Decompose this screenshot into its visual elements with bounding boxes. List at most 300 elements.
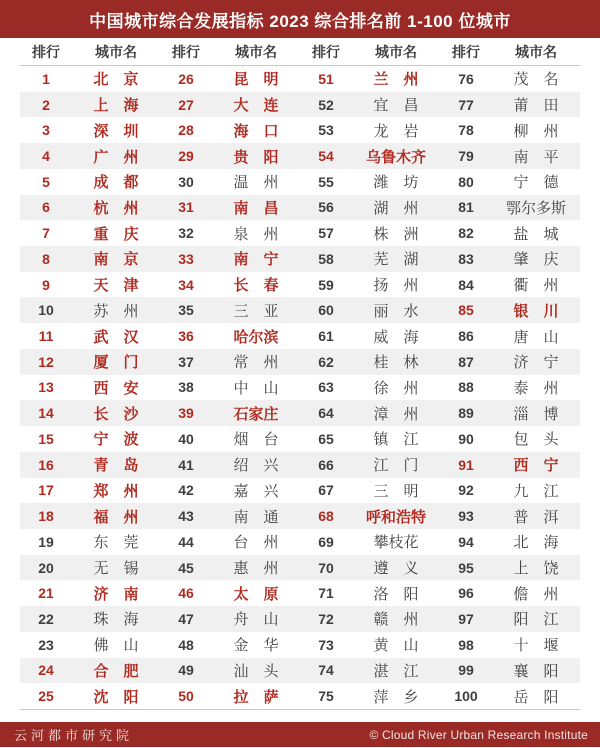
table-cell-group [160, 248, 300, 269]
city-name: 北 京 [93, 71, 139, 89]
table-cell-group [300, 248, 440, 269]
table-cell-group [20, 326, 160, 347]
table-cell-group [300, 197, 440, 218]
rank-value: 75 [318, 688, 334, 705]
city-name: 宁 德 [513, 174, 559, 192]
city-name: 徐 州 [373, 379, 419, 397]
table-cell-group [20, 506, 160, 527]
city-name: 北 海 [513, 534, 559, 552]
rank-value: 27 [178, 96, 194, 113]
table-cell-group [300, 686, 440, 707]
table-cell-group [440, 326, 580, 347]
city-name: 重 庆 [93, 225, 139, 243]
city-name: 太 原 [233, 585, 279, 603]
table-cell-group [440, 634, 580, 655]
rank-value: 33 [178, 250, 194, 267]
rank-value: 64 [318, 405, 334, 422]
table-row [20, 426, 580, 452]
table-cell-group [20, 660, 160, 681]
rank-value: 19 [38, 533, 54, 550]
rank-value: 56 [318, 199, 334, 216]
rank-value: 28 [178, 122, 194, 139]
table-cell-group [160, 146, 300, 167]
table-cell-group [440, 351, 580, 372]
rank-value: 70 [318, 559, 334, 576]
title-bar [0, 0, 600, 38]
table-cell-group [300, 94, 440, 115]
table-cell-group [440, 454, 580, 475]
city-name: 茂 名 [513, 71, 559, 89]
city-name: 龙 岩 [373, 122, 419, 140]
rank-value: 71 [318, 585, 334, 602]
table-row [20, 143, 580, 169]
table-cell-group [160, 480, 300, 501]
rank-value: 39 [178, 405, 194, 422]
header-city-label: 城市名 [375, 43, 417, 60]
city-name: 珠 海 [93, 611, 139, 629]
rank-value: 13 [38, 379, 54, 396]
table-row [20, 169, 580, 195]
footer-bar [0, 722, 600, 747]
table-cell-group [300, 351, 440, 372]
rank-value: 80 [458, 173, 474, 190]
city-name: 汕 头 [233, 662, 279, 680]
table-cell-group [300, 377, 440, 398]
table-cell-group [20, 608, 160, 629]
rank-value: 11 [38, 328, 54, 345]
rank-value: 36 [178, 328, 194, 345]
city-name: 丽 水 [373, 302, 419, 320]
rank-value: 98 [458, 636, 474, 653]
table-row [20, 606, 580, 632]
rank-value: 8 [42, 250, 50, 267]
rank-value: 16 [38, 456, 54, 473]
header-city-label: 城市名 [515, 43, 557, 60]
city-name: 扬 州 [373, 277, 419, 295]
city-name: 贵 阳 [233, 148, 279, 166]
rank-value: 81 [458, 199, 474, 216]
city-name: 衢 州 [513, 277, 559, 295]
rank-value: 2 [42, 96, 50, 113]
city-name: 株 洲 [373, 225, 419, 243]
table-cell-group [20, 634, 160, 655]
table-cell-group [300, 120, 440, 141]
table-cell-group [300, 68, 440, 89]
rank-value: 65 [318, 430, 334, 447]
rank-value: 20 [38, 559, 54, 576]
table-row [20, 375, 580, 401]
table-cell-group [20, 583, 160, 604]
rank-value: 92 [458, 482, 474, 499]
city-name: 济 南 [93, 585, 139, 603]
rank-value: 42 [178, 482, 194, 499]
table-cell-group [20, 274, 160, 295]
city-name: 乌鲁木齐 [365, 148, 426, 166]
rank-value: 31 [178, 199, 194, 216]
table-cell-group [160, 274, 300, 295]
table-cell-group [300, 634, 440, 655]
rank-value: 76 [458, 70, 474, 87]
rank-value: 5 [42, 173, 50, 190]
city-name: 烟 台 [233, 431, 279, 449]
rank-value: 47 [178, 610, 194, 627]
city-name: 长 沙 [93, 405, 139, 423]
rank-value: 17 [38, 482, 54, 499]
city-name: 黄 山 [373, 637, 419, 655]
rank-value: 63 [318, 379, 334, 396]
city-name: 呼和浩特 [365, 508, 426, 526]
table-cell-group [440, 506, 580, 527]
table-cell-group [160, 403, 300, 424]
table-cell-group [20, 94, 160, 115]
city-name: 拉 萨 [233, 688, 279, 706]
table-cell-group [20, 480, 160, 501]
city-name: 深 圳 [93, 122, 139, 140]
city-name: 萍 乡 [373, 688, 419, 706]
rank-value: 7 [42, 225, 50, 242]
city-name: 肇 庆 [513, 251, 559, 269]
city-name: 成 都 [93, 174, 139, 192]
table-cell-group [20, 171, 160, 192]
city-name: 哈尔滨 [233, 328, 279, 346]
rank-value: 58 [318, 250, 334, 267]
table-row [20, 297, 580, 323]
rank-value: 78 [458, 122, 474, 139]
rank-value: 54 [318, 148, 334, 165]
rank-value: 26 [178, 70, 194, 87]
rank-value: 86 [458, 328, 474, 345]
city-name: 沈 阳 [93, 688, 139, 706]
table-cell-group [20, 403, 160, 424]
city-name: 海 口 [233, 122, 279, 140]
table-cell-group [300, 326, 440, 347]
rank-value: 32 [178, 225, 194, 242]
city-name: 淄 博 [513, 405, 559, 423]
table-header-row [20, 38, 580, 66]
city-name: 南 宁 [233, 251, 279, 269]
table-cell-group [160, 686, 300, 707]
city-name: 嘉 兴 [233, 482, 279, 500]
table-cell-group [20, 300, 160, 321]
city-name: 鄂尔多斯 [505, 199, 566, 217]
rank-value: 46 [178, 585, 194, 602]
table-body [20, 66, 580, 710]
city-name: 湖 州 [373, 199, 419, 217]
city-name: 郑 州 [93, 482, 139, 500]
table-cell-group [160, 68, 300, 89]
city-name: 佛 山 [93, 637, 139, 655]
table-row [20, 323, 580, 349]
city-name: 十 堰 [513, 637, 559, 655]
table-cell-group [20, 223, 160, 244]
table-row [20, 66, 580, 92]
table-cell-group [440, 480, 580, 501]
rank-value: 82 [458, 225, 474, 242]
table-cell-group [20, 454, 160, 475]
table-cell-group [440, 274, 580, 295]
table-cell-group [160, 223, 300, 244]
city-name: 遵 义 [373, 560, 419, 578]
table-cell-group [440, 248, 580, 269]
rank-value: 40 [178, 430, 194, 447]
city-name: 大 连 [233, 97, 279, 115]
rank-value: 87 [458, 353, 474, 370]
table-cell-group [20, 351, 160, 372]
rank-value: 95 [458, 559, 474, 576]
city-name: 宜 昌 [373, 97, 419, 115]
table-cell-group [440, 197, 580, 218]
header-column-group [20, 42, 160, 62]
table-cell-group [160, 171, 300, 192]
rank-value: 6 [42, 199, 50, 216]
rank-value: 9 [42, 276, 50, 293]
city-name: 湛 江 [373, 662, 419, 680]
table-cell-group [440, 120, 580, 141]
table-cell-group [160, 531, 300, 552]
rank-value: 55 [318, 173, 334, 190]
rank-value: 23 [38, 636, 54, 653]
rank-value: 14 [38, 405, 54, 422]
city-name: 盐 城 [513, 225, 559, 243]
city-name: 绍 兴 [233, 457, 279, 475]
table-cell-group [440, 300, 580, 321]
table-cell-group [440, 68, 580, 89]
table-cell-group [300, 171, 440, 192]
table-cell-group [300, 480, 440, 501]
city-name: 厦 门 [93, 354, 139, 372]
table-cell-group [300, 274, 440, 295]
table-cell-group [20, 197, 160, 218]
city-name: 儋 州 [513, 585, 559, 603]
city-name: 石家庄 [233, 405, 279, 423]
city-name: 桂 林 [373, 354, 419, 372]
rank-value: 74 [318, 662, 334, 679]
table-cell-group [160, 377, 300, 398]
table-row [20, 555, 580, 581]
rank-value: 10 [38, 302, 54, 319]
rank-value: 85 [458, 302, 474, 319]
city-name: 西 宁 [513, 457, 559, 475]
table-cell-group [440, 686, 580, 707]
rank-value: 3 [42, 122, 50, 139]
table-cell-group [160, 428, 300, 449]
table-cell-group [20, 68, 160, 89]
city-name: 西 安 [93, 379, 139, 397]
rank-value: 30 [178, 173, 194, 190]
city-name: 杭 州 [93, 199, 139, 217]
page-title: 中国城市综合发展指标 2023 综合排名前 1-100 位城市 [89, 11, 511, 31]
city-name: 赣 州 [373, 611, 419, 629]
city-name: 岳 阳 [513, 688, 559, 706]
rank-value: 38 [178, 379, 194, 396]
ranking-table [0, 38, 600, 710]
city-name: 威 海 [373, 328, 419, 346]
rank-value: 45 [178, 559, 194, 576]
rank-value: 34 [178, 276, 194, 293]
city-name: 昆 明 [233, 71, 279, 89]
table-cell-group [440, 223, 580, 244]
table-cell-group [300, 454, 440, 475]
table-cell-group [300, 300, 440, 321]
city-name: 长 春 [233, 277, 279, 295]
header-rank-label: 排行 [32, 43, 60, 60]
footer-gap [0, 710, 600, 722]
table-cell-group [160, 583, 300, 604]
rank-value: 24 [38, 662, 54, 679]
rank-value: 4 [42, 148, 50, 165]
city-name: 天 津 [93, 277, 139, 295]
city-name: 九 江 [513, 482, 559, 500]
rank-value: 49 [178, 662, 194, 679]
table-cell-group [160, 351, 300, 372]
table-row [20, 195, 580, 221]
table-cell-group [300, 223, 440, 244]
city-name: 南 平 [513, 148, 559, 166]
table-cell-group [300, 660, 440, 681]
table-cell-group [440, 608, 580, 629]
table-row [20, 272, 580, 298]
table-cell-group [300, 583, 440, 604]
table-row [20, 349, 580, 375]
table-row [20, 92, 580, 118]
city-name: 苏 州 [93, 302, 139, 320]
table-row [20, 452, 580, 478]
table-row [20, 400, 580, 426]
city-name: 中 山 [233, 379, 279, 397]
rank-value: 94 [458, 533, 474, 550]
table-cell-group [20, 146, 160, 167]
rank-value: 41 [178, 456, 194, 473]
table-cell-group [300, 506, 440, 527]
header-column-group [440, 42, 580, 62]
rank-value: 37 [178, 353, 194, 370]
rank-value: 68 [318, 508, 334, 525]
city-name: 温 州 [233, 174, 279, 192]
city-name: 包 头 [513, 431, 559, 449]
table-row [20, 117, 580, 143]
table-cell-group [300, 531, 440, 552]
city-name: 镇 江 [373, 431, 419, 449]
rank-value: 59 [318, 276, 334, 293]
table-cell-group [440, 557, 580, 578]
rank-value: 22 [38, 610, 54, 627]
rank-value: 69 [318, 533, 334, 550]
rank-value: 35 [178, 302, 194, 319]
rank-value: 62 [318, 353, 334, 370]
city-name: 上 海 [93, 97, 139, 115]
city-name: 襄 阳 [513, 662, 559, 680]
table-cell-group [300, 428, 440, 449]
city-name: 南 通 [233, 508, 279, 526]
rank-value: 66 [318, 456, 334, 473]
table-cell-group [160, 326, 300, 347]
city-name: 东 莞 [93, 534, 139, 552]
table-cell-group [440, 660, 580, 681]
city-name: 三 亚 [233, 302, 279, 320]
city-name: 三 明 [373, 482, 419, 500]
rank-value: 48 [178, 636, 194, 653]
city-name: 潍 坊 [373, 174, 419, 192]
city-name: 台 州 [233, 534, 279, 552]
table-row [20, 529, 580, 555]
rank-value: 50 [178, 688, 194, 705]
city-name: 兰 州 [373, 71, 419, 89]
table-cell-group [20, 428, 160, 449]
rank-value: 44 [178, 533, 194, 550]
table-cell-group [440, 94, 580, 115]
city-name: 阳 江 [513, 611, 559, 629]
rank-value: 96 [458, 585, 474, 602]
table-cell-group [440, 428, 580, 449]
table-row [20, 503, 580, 529]
city-name: 柳 州 [513, 122, 559, 140]
rank-value: 73 [318, 636, 334, 653]
table-cell-group [20, 531, 160, 552]
table-cell-group [160, 634, 300, 655]
table-row [20, 246, 580, 272]
city-name: 泰 州 [513, 379, 559, 397]
table-cell-group [160, 454, 300, 475]
rank-value: 84 [458, 276, 474, 293]
table-cell-group [20, 120, 160, 141]
table-cell-group [440, 531, 580, 552]
table-cell-group [160, 557, 300, 578]
city-name: 洛 阳 [373, 585, 419, 603]
table-cell-group [160, 506, 300, 527]
city-name: 普 洱 [513, 508, 559, 526]
table-cell-group [440, 146, 580, 167]
table-row [20, 580, 580, 606]
city-name: 无 锡 [93, 560, 139, 578]
table-row [20, 683, 580, 709]
rank-value: 99 [458, 662, 474, 679]
table-cell-group [20, 248, 160, 269]
city-name: 舟 山 [233, 611, 279, 629]
city-name: 上 饶 [513, 560, 559, 578]
rank-value: 52 [318, 96, 334, 113]
city-name: 合 肥 [93, 662, 139, 680]
rank-value: 89 [458, 405, 474, 422]
rank-value: 83 [458, 250, 474, 267]
city-name: 广 州 [93, 148, 139, 166]
rank-value: 93 [458, 508, 474, 525]
table-cell-group [160, 197, 300, 218]
city-name: 莆 田 [513, 97, 559, 115]
city-name: 漳 州 [373, 405, 419, 423]
table-row [20, 220, 580, 246]
city-name: 泉 州 [233, 225, 279, 243]
table-cell-group [20, 686, 160, 707]
header-rank-label: 排行 [312, 43, 340, 60]
header-column-group [300, 42, 440, 62]
table-cell-group [160, 94, 300, 115]
copyright: © Cloud River Urban Research Institute [369, 727, 588, 742]
header-city-label: 城市名 [235, 43, 277, 60]
rank-value: 1 [42, 70, 50, 87]
city-name: 芜 湖 [373, 251, 419, 269]
header-city-label: 城市名 [95, 43, 137, 60]
rank-value: 15 [38, 430, 54, 447]
rank-value: 79 [458, 148, 474, 165]
table-row [20, 632, 580, 658]
rank-value: 18 [38, 508, 54, 525]
rank-value: 29 [178, 148, 194, 165]
rank-value: 60 [318, 302, 334, 319]
city-name: 济 宁 [513, 354, 559, 372]
table-row [20, 658, 580, 684]
table-cell-group [440, 583, 580, 604]
rank-value: 61 [318, 328, 334, 345]
